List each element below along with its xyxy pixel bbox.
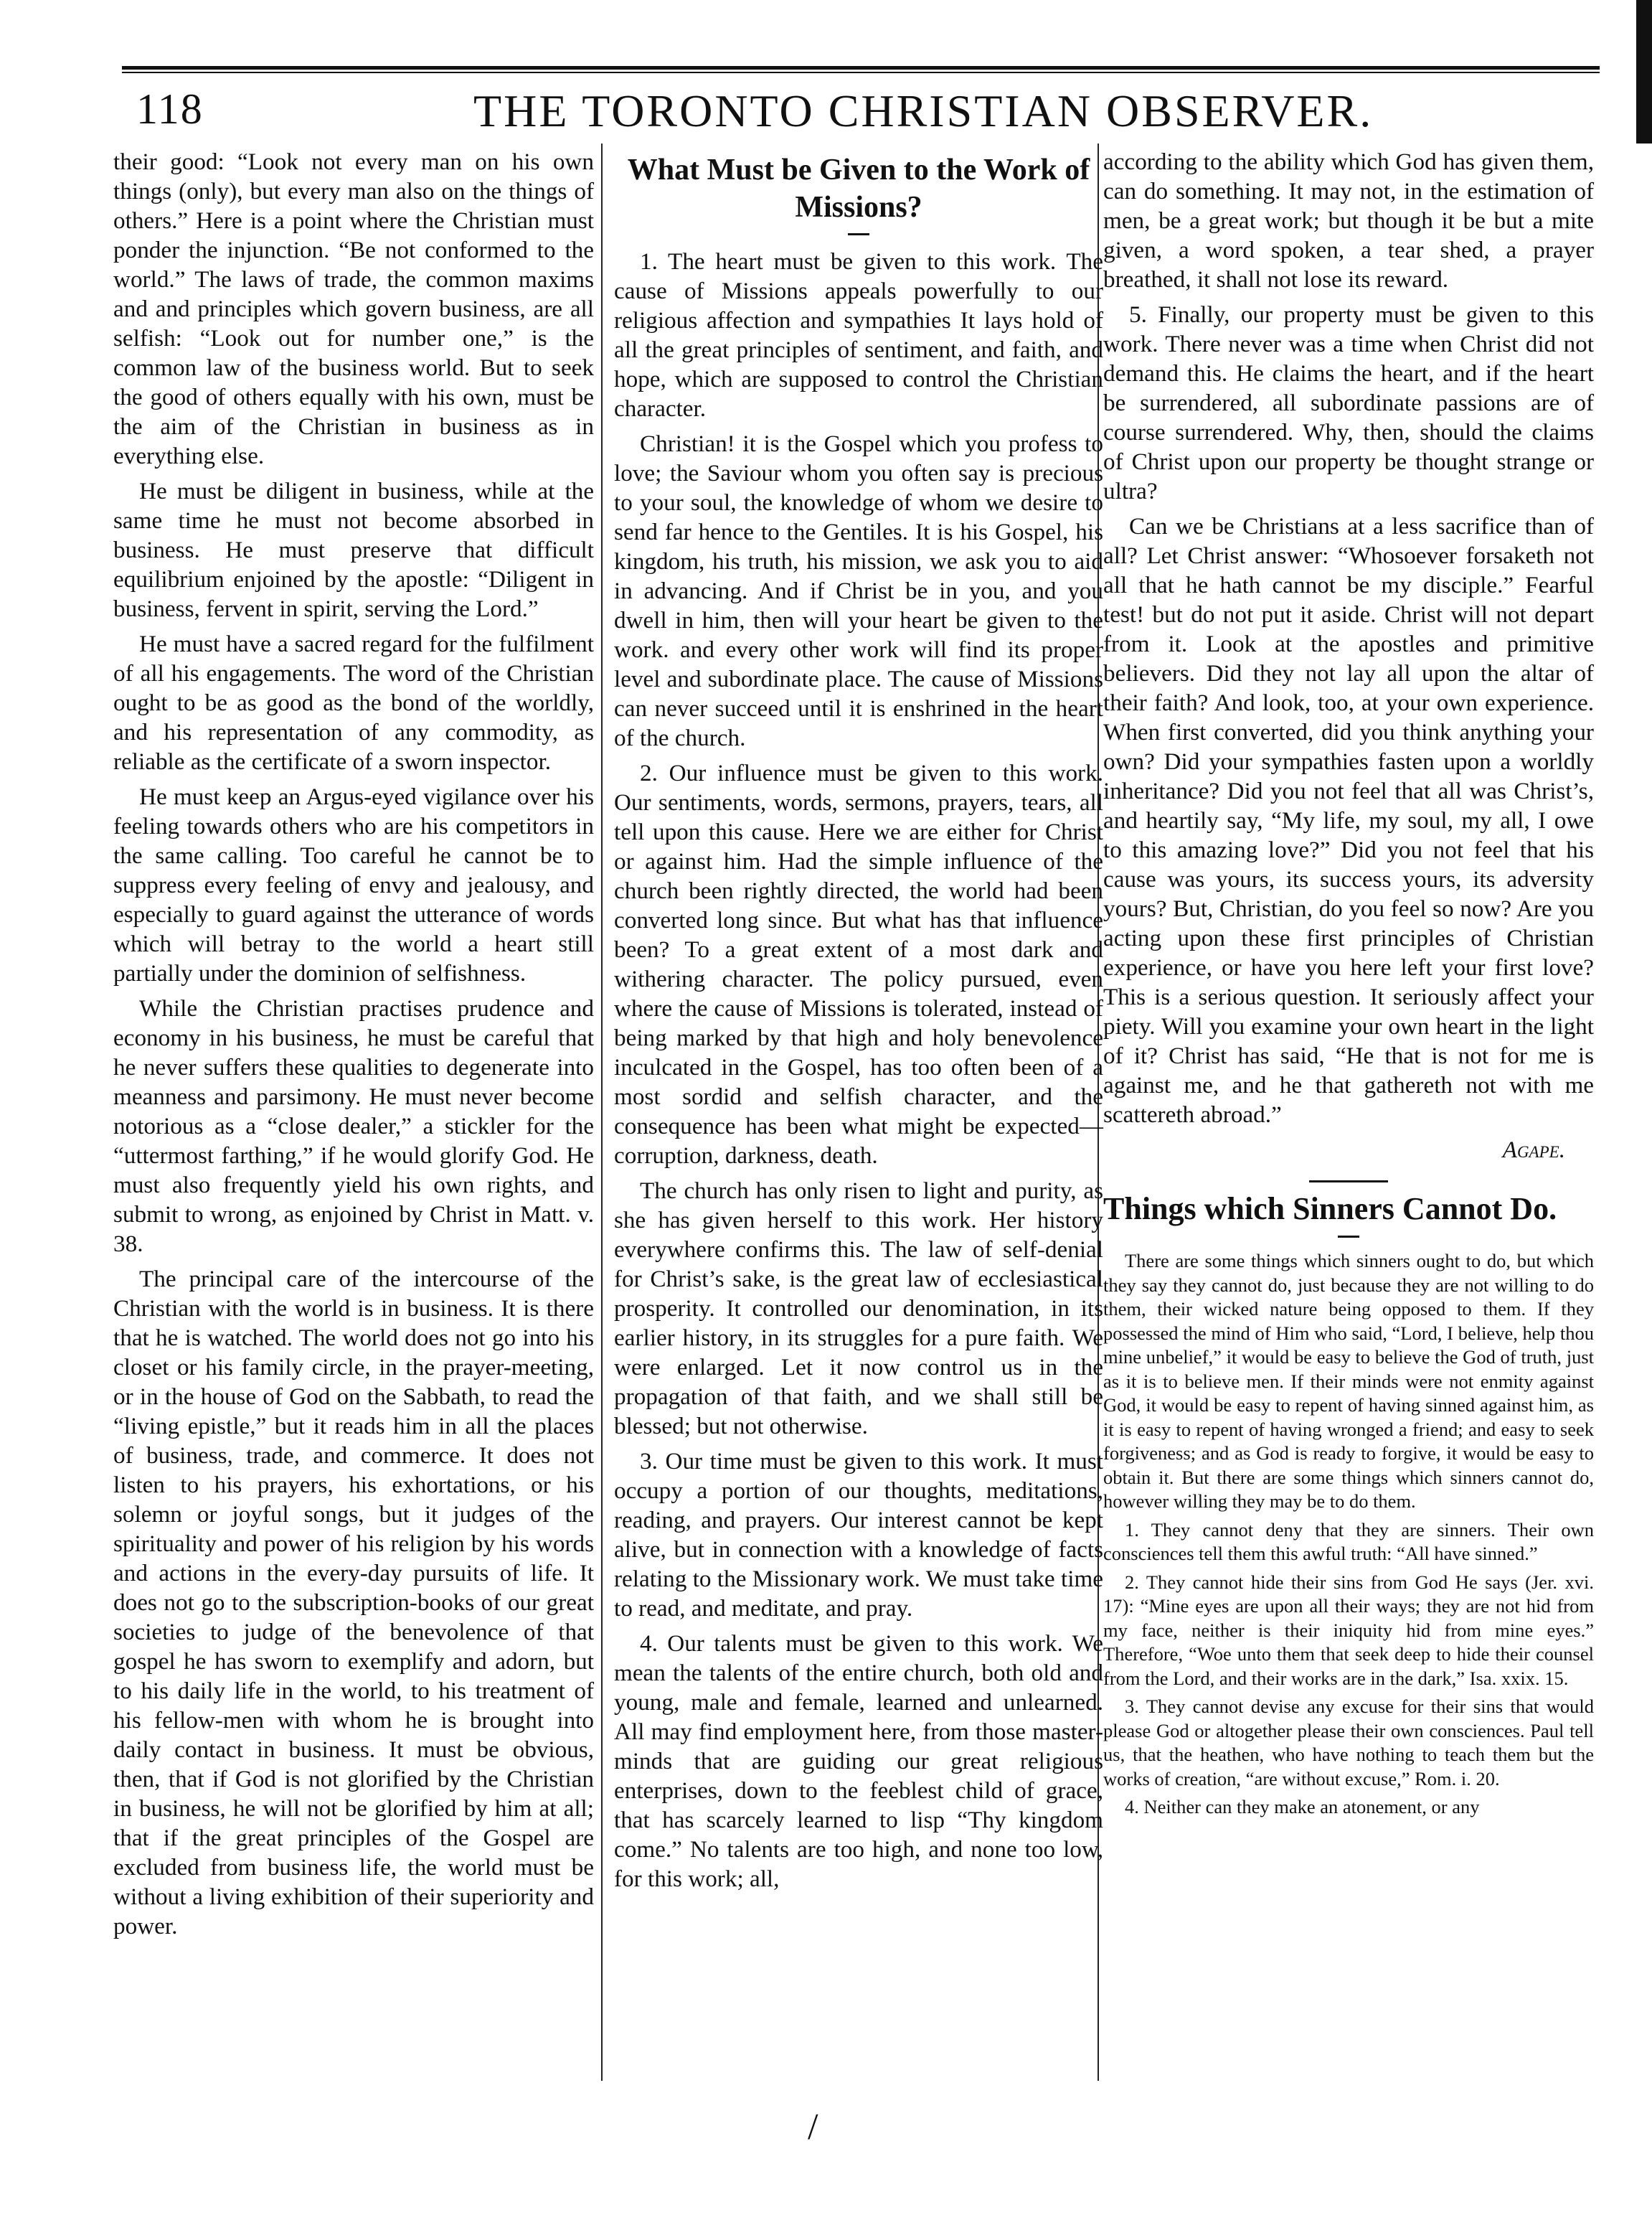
article-heading-sinners: Things which Sinners Cannot Do. — [1103, 1191, 1557, 1226]
small-print-article — [1103, 1249, 1594, 1820]
paragraph: The principal care of the intercourse of the Christian with the world is in business. It is there that he is watched. The world does not go into his closet or his family circle, in the prayer-meeting, or in the house of God on the Sabbath, to read the “living epistle,” but it reads him in all the places of business, trade, and commerce. It does not listen to his prayers, his exhortations, or his solemn or joyful songs, but it judges of the spirituality and power of his religion by his words and actions in the every-day pursuits of life. It does not go to the subscription-books of our great societies to judge of the benevolence of that gospel he has sworn to exemplify and adorn, but to his daily life in the world, to his treatment of his fellow-men with whom he is brought into daily contact in business. It must be obvious, then, that if God is not glorified by the Christian in business, he will not be glorified by him at all; that if the great principles of the Gospel are excluded from business life, the world must be without a living exhibition of their superiority and power. — [113, 1266, 594, 1939]
paragraph: 5. Finally, our property must be given to this work. There never was a time when Christ did not demand this. He claims the heart, and if the heart be surrendered, all subordinate passions are of course surrendered. Why, then, should the claims of Christ upon our property be thought strange or ultra? — [1103, 301, 1594, 504]
page-edge-shadow — [1636, 0, 1652, 144]
column-2 — [614, 147, 1103, 1899]
paragraph: He must keep an Argus-eyed vigilance over his feeling towards others who are his competitors in the same calling. Too careful he cannot be to suppress every feeling of envy and jealousy, and especially to guard against the utterance of words which will betray to the world a heart still partially under the dominion of selfishness. — [113, 784, 594, 987]
paragraph: 3. Our time must be given to this work. It must occupy a portion of our thoughts, meditations, reading, and prayers. Our interest cannot be kept alive, but in connection with a knowledge of facts relating to the Missionary work. We must take time to read, and meditate, and pray. — [614, 1448, 1103, 1622]
paragraph: according to the ability which God has given them, can do something. It may not, in the estimation of men, be a great work; but though it be but a mite given, a word spoken, a tear shed, a prayer breathed, it shall not lose its reward. — [1103, 149, 1594, 293]
paragraph: The church has only risen to light and purity, as she has given herself to this work. Her history everywhere confirms this. The law of self-denial for Christ’s sake, is the great law of ecclesiastical prosperity. It controlled our denomination, in its earlier history, in its struggles for a pure faith. We were enlarged. Let it now control us in the propagation of that faith, and we shall still be blessed; but not otherwise. — [614, 1177, 1103, 1439]
paragraph: 3. They cannot devise any excuse for their sins that would please God or altogether please their own consciences. Paul tell us, that the heathen, who have nothing to teach them but the works of creation, “are without excuse,” Rom. i. 20. — [1103, 1695, 1594, 1789]
paragraph: 2. Our influence must be given to this work. Our sentiments, words, sermons, prayers, tears, all tell upon this cause. Here we are either for Christ or against him. Had the simple influence of the church been rightly directed, the world had been converted long since. But what has that influence been? To a great extent of a most dark and withering character. The policy pursued, even where the cause of Missions is tolerated, instead of being marked by that high and holy benevolence inculcated in the Gospel, has too often been of a most sordid and selfish character, and the consequence has been what might be expected—corruption, darkness, death. — [614, 760, 1103, 1169]
journal-title: THE TORONTO CHRISTIAN OBSERVER. — [473, 85, 1374, 136]
heading-dash — [848, 233, 869, 235]
paragraph: Can we be Christians at a less sacrifice than of all? Let Christ answer: “Whosoever forsaketh not all that he hath cannot be my disciple.” Fearful test! but do not put it aside. Christ will not depart from it. Look at the apostles and primitive believers. Did they not lay all upon the altar of their faith? And look, too, at your own experience. When first converted, did you think anything your own? Did your sympathies fasten upon a worldly inheritance? Did you not feel that all was Christ’s, and heartily say, “My life, my soul, my all, I owe to this amazing love?” Did you not feel that his cause was yours, its success yours, its adversity yours? But, Christian, do you feel so now? Are you acting upon these first principles of Christian experience, or have you here left your first love? This is a serious question. It seriously affect your piety. Will you examine your own heart in the light of it? Christ has said, “He that is not for me is against me, and he that gathereth not with me scattereth abroad.” — [1103, 513, 1594, 1128]
header-rule-thin — [122, 72, 1600, 73]
paragraph: There are some things which sinners ought to do, but which they say they cannot do, just because they are not willing to do them, their wicked nature being opposed to them. If they possessed the mind of Him who said, “Lord, I believe, help thou mine unbelief,” it would be easy to believe the God of truth, just as it is to believe men. If their minds were not enmity against God, it would be easy to repent of having sinned against him, as it is easy to repent of having wronged a friend; and easy to seek forgiveness; and as God is ready to forgive, it would be easy to obtain it. But there are some things which sinners cannot do, however willing they may be to do them. — [1103, 1250, 1594, 1512]
page-header — [136, 85, 1600, 142]
header-rule — [122, 66, 1600, 70]
article-heading-missions: What Must be Given to the Work of Missions? — [627, 154, 1090, 224]
paragraph: Christian! it is the Gospel which you profess to love; the Saviour whom you often say is precious to your soul, the knowledge of whom we desire to send far hence to the Gentiles. It is his Gospel, his kingdom, his truth, his mission, we ask you to aid in advancing. And if Christ be in you, and you dwell in him, then will your heart be given to the work. and every other work will find its proper level and subordinate place. The cause of Missions can never succeed until it is enshrined in the heart of the church. — [614, 431, 1103, 751]
heading-dash — [1338, 1236, 1359, 1238]
paragraph: He must have a sacred regard for the fulfilment of all his engagements. The word of the Christian ought to be as good as the bond of the worldly, and his representation of any commodity, as reliable as the certificate of a sworn inspector. — [113, 631, 594, 775]
paragraph: 1. The heart must be given to this work. The cause of Missions appeals powerfully to our religious affection and sympathies It lays hold of all the great principles of sentiment, and faith, and hope, which are supposed to control the Christian character. — [614, 248, 1103, 422]
paragraph: While the Christian practises prudence and economy in his business, he must be careful that he never suffers these qualities to degenerate into meanness and parsimony. He must never become notorious as a “close dealer,” a stickler for the “uttermost farthing,” if he would glorify God. He must also frequently yield his own rights, and submit to wrong, as enjoined by Christ in Matt. v. 38. — [113, 995, 594, 1257]
paragraph: 4. Neither can they make an atonement, or any — [1125, 1796, 1480, 1817]
footer-mark: / — [808, 2107, 818, 2148]
column-divider-1 — [601, 144, 603, 2081]
paragraph: their good: “Look not every man on his own things (only), but every man also on the things of others.” Here is a point where the Christian must ponder the injunction. “Be not conformed to the world.” The laws of trade, the common maxims and and principles which govern business, are all selfish: “Look out for number one,” is the common law of the business world. But to seek the good of others equally with his own, must be the aim of the Christian in business as in everything else. — [113, 149, 594, 469]
column-3 — [1103, 147, 1594, 1824]
paragraph: 2. They cannot hide their sins from God He says (Jer. xvi. 17): “Mine eyes are upon all their ways; they are not hid from my face, neither is their iniquity hid from mine eyes.” Therefore, “Woe unto them that seek deep to hide their counsel from the Lord, and their works are in the dark,” Isa. xxix. 15. — [1103, 1571, 1594, 1689]
paragraph: 4. Our talents must be given to this work. We mean the talents of the entire church, both old and young, male and female, learned and unlearned. All may find employment here, from those master-minds that are guiding our great religious enterprises, down to the feeblest child of grace, that has scarcely learned to lisp “Thy kingdom come.” No talents are too high, and none too low, for this work; all, — [614, 1630, 1103, 1892]
paragraph: He must be diligent in business, while at the same time he must not become absorbed in business. He must preserve that difficult equilibrium enjoined by the apostle: “Diligent in business, fervent in spirit, serving the Lord.” — [113, 478, 594, 622]
section-separator — [1309, 1180, 1388, 1182]
column-1 — [113, 147, 594, 1947]
paragraph: 1. They cannot deny that they are sinners. Their own consciences tell them this awful truth: “All have sinned.” — [1103, 1518, 1594, 1564]
page-number: 118 — [136, 85, 204, 133]
author-signature: Agape. — [1502, 1137, 1565, 1163]
